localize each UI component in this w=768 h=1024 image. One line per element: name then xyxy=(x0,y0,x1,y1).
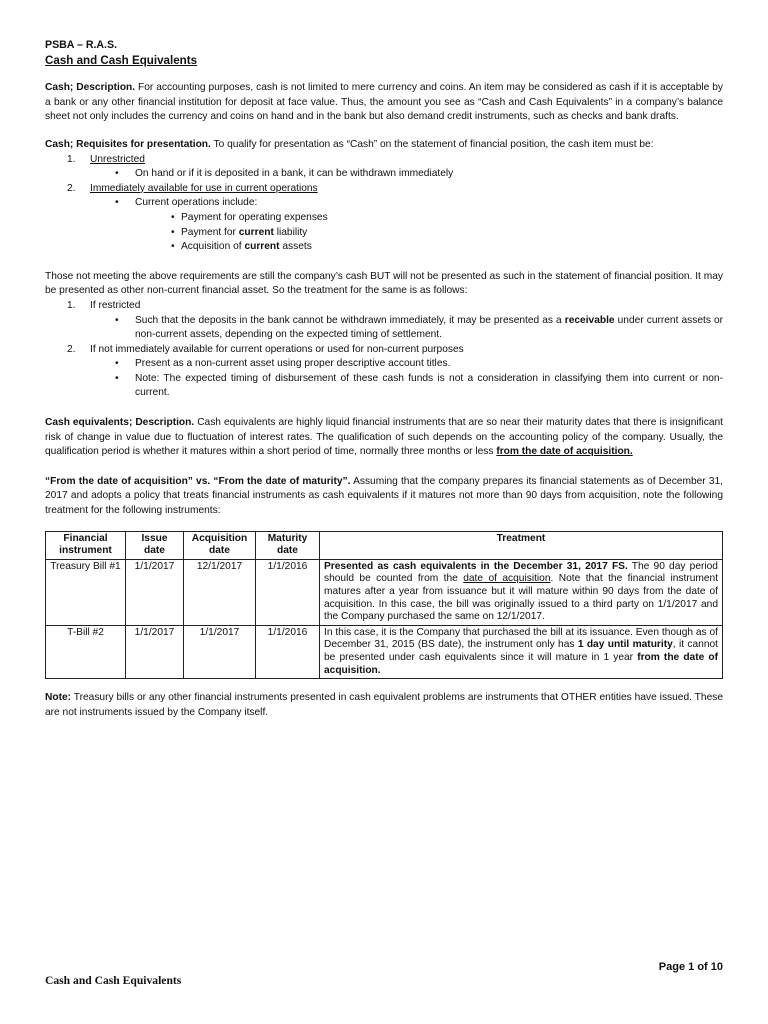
bullet-text: Note: The expected timing of disbursement of these cash funds is not a consideration in classifying them into current or non-current. xyxy=(135,372,723,399)
instruments-table xyxy=(45,531,723,680)
note-heading: Note: xyxy=(45,692,72,704)
bullet-icon: • xyxy=(115,358,119,370)
bullet-item xyxy=(45,357,723,372)
requisite-item-unrestricted xyxy=(45,153,723,168)
cash-equivalents-heading: Cash equivalents; Description. xyxy=(45,417,195,429)
sub-bullet-item xyxy=(45,240,723,255)
document-page xyxy=(45,38,723,720)
treatment-cell: Presented as cash equivalents in the December 31, 2017 FS. The 90 day period should be counted from the date of acquisition. Note that the financial instrument matures after a year from issuance but it will mature within 90 days from the date of acquisition. In this case, the bill was originally issued to a third party on 1/1/2017 and the Company purchased the same on 12/1/2017. xyxy=(320,559,723,625)
maturity-date-cell: 1/1/2016 xyxy=(256,559,320,625)
column-header: Financial instrument xyxy=(46,531,126,559)
bullet-icon: • xyxy=(171,241,175,253)
column-header: Maturity date xyxy=(256,531,320,559)
issue-date-cell: 1/1/2017 xyxy=(126,625,184,678)
column-header: Acquisition date xyxy=(184,531,256,559)
bullet-item xyxy=(45,372,723,401)
bullet-item xyxy=(45,314,723,343)
cash-requisites-heading: Cash; Requisites for presentation. xyxy=(45,138,211,150)
sub-bullet-text: Payment for current liability xyxy=(181,226,308,238)
table-header-row xyxy=(46,531,723,559)
list-number: 2. xyxy=(67,343,76,355)
bullet-icon: • xyxy=(171,226,175,238)
bullet-icon: • xyxy=(115,197,119,209)
maturity-date-cell: 1/1/2016 xyxy=(256,625,320,678)
acquisition-date-cell: 1/1/2017 xyxy=(184,625,256,678)
cash-requisites-paragraph xyxy=(45,138,723,153)
list-item-label: If not immediately available for current operations or used for non-current purposes xyxy=(90,343,464,355)
column-header: Issue date xyxy=(126,531,184,559)
bullet-text: On hand or if it is deposited in a bank, it can be withdrawn immediately xyxy=(135,168,454,180)
page-title: Cash and Cash Equivalents xyxy=(45,53,198,67)
cash-requisites-text: To qualify for presentation as “Cash” on the statement of financial position, the cash item must be: xyxy=(213,138,654,150)
acquisition-date-cell: 12/1/2017 xyxy=(184,559,256,625)
note-text: Treasury bills or any other financial instruments presented in cash equivalent problems are instruments that OTHER entities have issued. These are not instruments issued by the Company itself. xyxy=(45,692,723,718)
treatment-item-not-available xyxy=(45,343,723,358)
bullet-icon: • xyxy=(115,314,119,326)
acquisition-vs-maturity-heading: “From the date of acquisition” vs. “From the date of maturity”. xyxy=(45,475,351,487)
bullet-item xyxy=(45,196,723,211)
org-header: PSBA – R.A.S. xyxy=(45,39,118,51)
bullet-text: Present as a non-current asset using proper descriptive account titles. xyxy=(135,358,451,370)
list-number: 1. xyxy=(67,153,76,165)
bullet-text: Current operations include: xyxy=(135,197,258,209)
treatment-item-restricted xyxy=(45,299,723,314)
note-paragraph xyxy=(45,691,723,720)
bullet-text: Such that the deposits in the bank cannot be withdrawn immediately, it may be presented as a receivable under current assets or non-current assets, depending on the expected timing of settlement. xyxy=(135,314,724,341)
sub-bullet-item xyxy=(45,211,723,226)
requisite-item-available xyxy=(45,182,723,197)
list-item-label: If restricted xyxy=(90,299,141,311)
cash-description-heading: Cash; Description. xyxy=(45,82,136,94)
bullet-icon: • xyxy=(115,168,119,180)
list-number: 1. xyxy=(67,299,76,311)
cash-equivalents-paragraph xyxy=(45,416,723,460)
page-number: Page 1 of 10 xyxy=(658,961,723,973)
footer-title: Cash and Cash Equivalents xyxy=(45,974,182,987)
instrument-cell: Treasury Bill #1 xyxy=(46,559,126,625)
bullet-icon: • xyxy=(171,211,175,223)
treatment-cell: In this case, it is the Company that purchased the bill at its issuance. Even though as of December 31, 2015 (BS date), the instrument only has 1 day until maturity, it cannot be presented under cash equivalents since it will mature in 1 year from the date of acquisition. xyxy=(320,625,723,678)
list-number: 2. xyxy=(67,182,76,194)
cash-description-paragraph xyxy=(45,81,723,125)
acquisition-vs-maturity-paragraph xyxy=(45,475,723,519)
cash-equivalents-tail: from the date of acquisition. xyxy=(496,446,633,458)
cash-equivalents-text: Cash equivalents are highly liquid financial instruments that are so near their maturity dates that there is insignificant risk of change in value due to fluctuation of interest rates. The qualification of such depends on the accounting policy of the company. Usually, the qualification period is whether it matures within a short period of time, normally three months or less xyxy=(45,417,723,458)
bullet-item xyxy=(45,167,723,182)
cash-description-text: For accounting purposes, cash is not limited to mere currency and coins. An item may be considered as cash if it is acceptable by a bank or any other financial institution for deposit at face value. Thus, the amount you see as “Cash and Cash Equivalents” in a company’s balance sheet not only includes the currency and coins on hand and in the bank but also demand credit instruments, such as checks and bank drafts. xyxy=(45,82,723,123)
acquisition-vs-maturity-text: Assuming that the company prepares its financial statements as of December 31, 2017 and adopts a policy that treats financial instruments as cash equivalents if it matures not more than 90 days from acquisition, note the following treatment for the following instruments: xyxy=(45,475,723,517)
sub-bullet-item xyxy=(45,226,723,241)
table-row xyxy=(46,625,723,678)
list-item-label: Unrestricted xyxy=(90,153,145,165)
bullet-icon: • xyxy=(115,372,119,384)
column-header: Treatment xyxy=(320,531,723,559)
list-item-label: Immediately available for use in current operations xyxy=(90,182,318,194)
sub-bullet-text: Acquisition of current assets xyxy=(181,241,312,253)
issue-date-cell: 1/1/2017 xyxy=(126,559,184,625)
sub-bullet-text: Payment for operating expenses xyxy=(181,211,328,223)
instrument-cell: T-Bill #2 xyxy=(46,625,126,678)
table-row xyxy=(46,559,723,625)
not-meeting-paragraph: Those not meeting the above requirements are still the company’s cash BUT will not be presented as such in the statement of financial position. It may be presented as other non-current financial asset. So the treatment for the same is as follows: xyxy=(45,270,723,297)
